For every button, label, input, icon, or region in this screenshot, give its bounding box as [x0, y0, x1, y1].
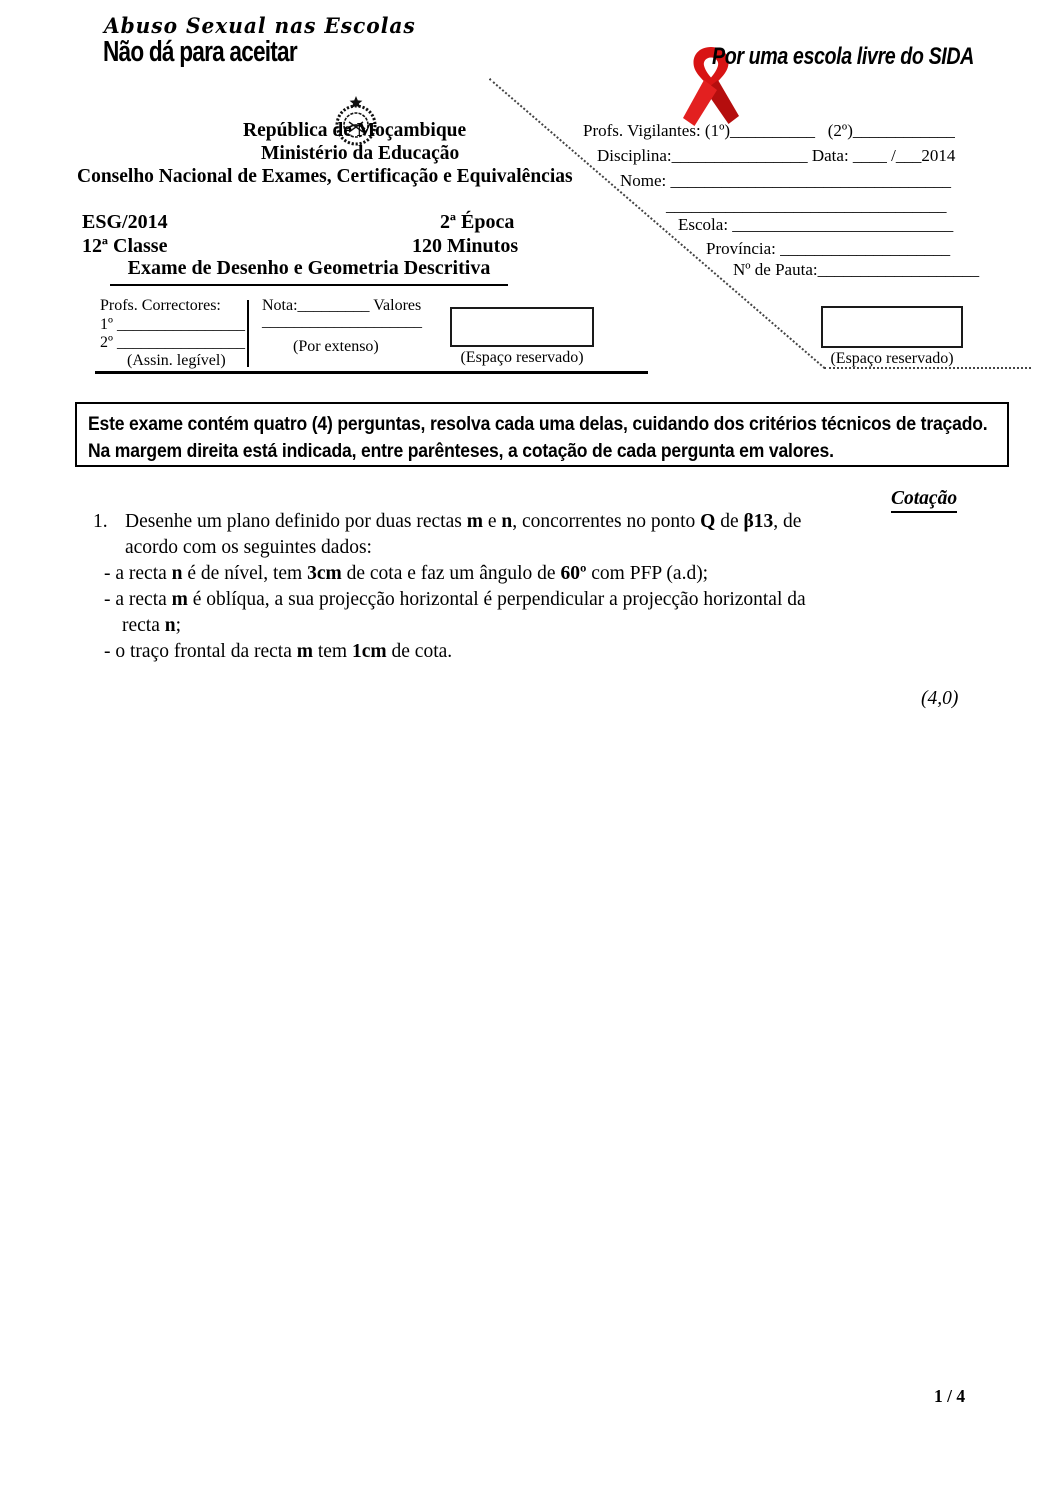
campaign-script-line: Abuso Sexual nas Escolas — [104, 13, 416, 38]
exam-duration: 120 Minutos — [412, 235, 519, 257]
instructions-line1: Este exame contém quatro (4) perguntas, resolva cada uma delas, cuidando dos critérios técnicos de traçado. — [88, 413, 988, 435]
instructions-box — [75, 402, 1009, 467]
assin-legivel-label: (Assin. legível) — [127, 352, 226, 369]
question1-line2: acordo com os seguintes dados: — [125, 537, 372, 558]
cotacao-heading: Cotação — [891, 488, 957, 513]
reserved-space-box-right — [821, 306, 963, 348]
field-nome-continuation: _________________________________ — [666, 196, 947, 215]
nota-extenso-line: ____________________ — [262, 313, 422, 330]
correctores-title: Profs. Correctores: — [100, 297, 221, 314]
correctores-second: 2º ________________ — [100, 334, 245, 351]
exam-classe: 12ª Classe — [82, 235, 168, 257]
question1-line3: - a recta n é de nível, tem 3cm de cota e faz um ângulo de 60º com PFP (a.d); — [104, 563, 709, 584]
reserved-space-box-left — [450, 307, 594, 347]
field-provincia: Província: ____________________ — [706, 239, 951, 258]
slogan-text: Por uma escola livre do SIDA — [712, 43, 974, 70]
correctores-first: 1º ________________ — [100, 316, 245, 333]
question1-line4: - a recta m é oblíqua, a sua projecção horizontal é perpendicular a projecção horizontal da — [104, 589, 806, 610]
exam-code: ESG/2014 — [82, 211, 168, 233]
question1-line6: - o traço frontal da recta m tem 1cm de cota. — [104, 641, 453, 662]
field-disciplina-data: Disciplina:________________ Data: ____ /___2014 — [597, 146, 956, 165]
question1-line1: Desenhe um plano definido por duas rectas m e n, concorrentes no ponto Q de β13, de — [125, 511, 802, 532]
graders-divider — [247, 300, 249, 367]
page-number: 1 / 4 — [934, 1386, 966, 1406]
field-pauta: Nº de Pauta:___________________ — [733, 260, 980, 279]
council-name: Conselho Nacional de Exames, Certificação e Equivalências — [77, 166, 573, 187]
campaign-bold-line: Não dá para aceitar — [103, 36, 297, 68]
question1-line5: recta n; — [122, 615, 182, 636]
field-vigilantes: Profs. Vigilantes: (1º)__________ (2º)____________ — [583, 121, 955, 140]
question1-number: 1. — [93, 511, 108, 532]
ministry-name: Ministério da Educação — [261, 143, 460, 164]
exam-epoca: 2ª Época — [440, 211, 515, 233]
reserved-space-label-right: (Espaço reservado) — [830, 350, 954, 367]
field-escola: Escola: __________________________ — [678, 215, 954, 234]
exam-title: Exame de Desenho e Geometria Descritiva — [110, 257, 508, 286]
field-nome: Nome: _________________________________ — [620, 171, 952, 190]
reserved-space-label-left: (Espaço reservado) — [460, 349, 584, 366]
graders-bottom-rule — [95, 371, 648, 374]
country-name: República de Moçambique — [243, 120, 467, 141]
nota-field: Nota:_________ Valores — [262, 297, 422, 314]
por-extenso-label: (Por extenso) — [293, 338, 379, 355]
question1-score: (4,0) — [921, 688, 959, 709]
instructions-line2: Na margem direita está indicada, entre parênteses, a cotação de cada pergunta em valores. — [88, 440, 834, 462]
